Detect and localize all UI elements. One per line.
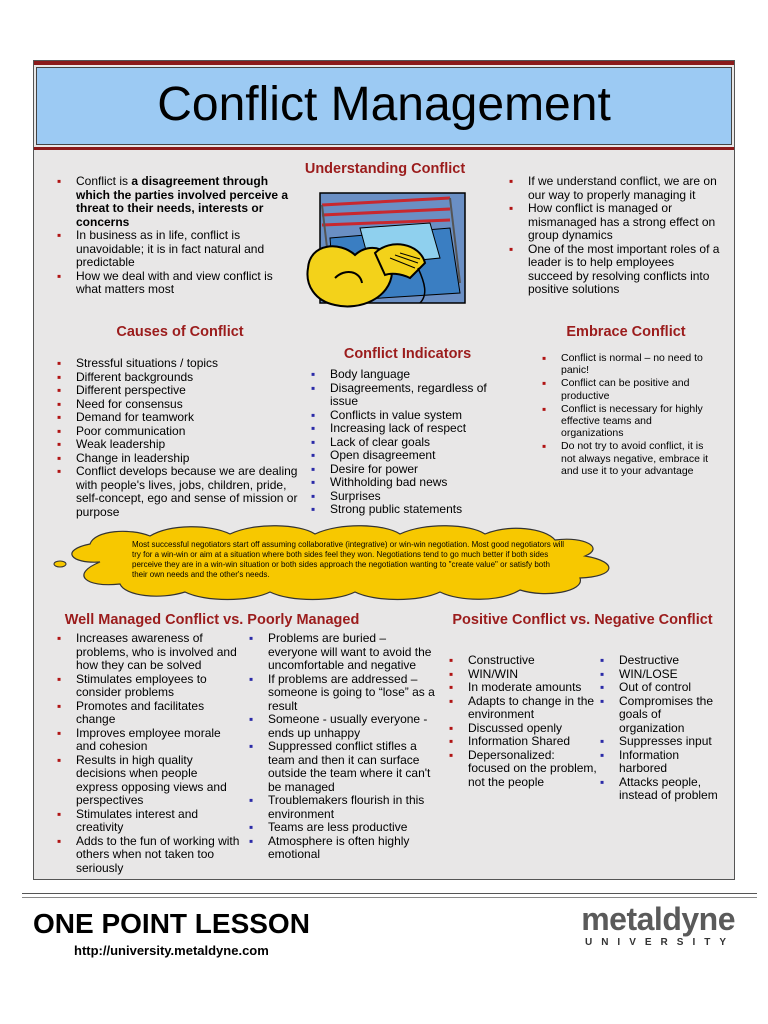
poorly-managed-item: ▪ Troublemakers flourish in this environment [247,794,437,821]
negative-item: ▪ Information harbored [598,749,728,776]
negative-item: ▪ Compromises the goals of organization [598,695,728,736]
understanding-heading: Understanding Conflict [304,161,466,177]
embrace-heading: Embrace Conflict [566,324,686,340]
poorly-managed-item: ▪ Problems are buried – everyone will want to avoid the uncomfortable and negative [247,632,437,673]
positive-item: ▪ WIN/WIN [447,668,597,682]
indicator-item: ▪ Disagreements, regardless of issue [309,382,500,409]
embrace-section [540,324,712,478]
positive-negative-heading-wrap [440,612,725,628]
cause-item: ▪ Stressful situations / topics [55,357,305,371]
cause-item: ▪ Demand for teamwork [55,411,305,425]
understanding-right [507,175,722,297]
positive-item: ▪ Information Shared [447,735,597,749]
positive-column [447,654,597,789]
boxing-gloves-illustration [300,183,468,323]
indicator-item: ▪ Conflicts in value system [309,409,500,423]
managed-heading: Well Managed Conflict vs. Poorly Managed [64,612,360,628]
understanding-item-prefix: Conflict is [76,174,132,188]
well-managed-item: ▪ Results in high quality decisions when people express opposing views and perspectives [55,754,240,808]
embrace-item: ▪ Conflict can be positive and productive [540,377,712,401]
positive-item: ▪ In moderate amounts [447,681,597,695]
indicator-item: ▪ Surprises [309,490,500,504]
positive-item: ▪ Depersonalized: focused on the problem, not the people [447,749,597,790]
negative-item: ▪ WIN/LOSE [598,668,728,682]
understanding-item: ▪ If we understand conflict, we are on our way to properly managing it [507,175,722,202]
cause-item: ▪ Change in leadership [55,452,305,466]
indicator-item: ▪ Strong public statements [309,503,500,517]
indicator-item: ▪ Body language [309,368,500,382]
embrace-item: ▪ Do not try to avoid conflict, it is not always negative, embrace it and use it to your advantage [540,440,712,477]
indicator-item: ▪ Open disagreement [309,449,500,463]
logo-wordmark: metaldyne [581,901,735,937]
cause-item: ▪ Conflict develops because we are dealing with people's lives, jobs, children, pride, self-concept, ego and sense of mission or purpose [55,465,305,519]
poorly-managed-item: ▪ Teams are less productive [247,821,437,835]
well-managed-item: ▪ Improves employee morale and cohesion [55,727,240,754]
positive-item: ▪ Adapts to change in the environment [447,695,597,722]
negotiation-text: Most successful negotiators start off assuming collaborative (integrative) or win-win negotiation. Most good negotiators will try for a win-win or aim at a situation where both sides feel they won. Negotiations tend to go much better if both sides perceive they are in a win-win situation or both sides approach the negotiation wanting to "create value" or satisfy both their own needs and the other's needs. [132,540,565,579]
negative-column [598,654,728,803]
understanding-item: ▪ In business as in life, conflict is unavoidable; it is in fact natural and predictable [55,229,290,270]
footer-rule-secondary [22,897,757,898]
understanding-item [55,175,290,229]
title-banner [36,67,732,145]
positive-item: ▪ Constructive [447,654,597,668]
indicator-item: ▪ Desire for power [309,463,500,477]
cause-item: ▪ Poor communication [55,425,305,439]
poorly-managed-item: ▪ If problems are addressed – someone is going to “lose” as a result [247,673,437,714]
well-managed-item: ▪ Adds to the fun of working with others when not taken too seriously [55,835,240,876]
cause-item: ▪ Different perspective [55,384,305,398]
understanding-item: ▪ How conflict is managed or mismanaged has a strong effect on group dynamics [507,202,722,243]
negative-item: ▪ Out of control [598,681,728,695]
top-rule [34,61,734,65]
negative-item: ▪ Destructive [598,654,728,668]
embrace-item: ▪ Conflict is necessary for highly effective teams and organizations [540,403,712,440]
well-managed-item: ▪ Stimulates employees to consider problems [55,673,240,700]
cause-item: ▪ Different backgrounds [55,371,305,385]
footer-rule [22,893,757,894]
well-managed-item: ▪ Stimulates interest and creativity [55,808,240,835]
negative-item: ▪ Suppresses input [598,735,728,749]
poorly-managed-item: ▪ Atmosphere is often highly emotional [247,835,437,862]
indicator-item: ▪ Increasing lack of respect [309,422,500,436]
title-rule [34,147,734,150]
logo-subtitle: UNIVERSITY [584,937,735,948]
indicator-item: ▪ Withholding bad news [309,476,500,490]
understanding-item: ▪ How we deal with and view conflict is what matters most [55,270,290,297]
page-title: Conflict Management [157,78,611,131]
managed-heading-wrap [52,612,372,628]
well-managed-item: ▪ Increases awareness of problems, who is involved and how they can be solved [55,632,240,673]
university-url-link[interactable]: http://university.metaldyne.com [74,943,269,958]
understanding-definition: a disagreement through which the parties involved perceive a threat to their needs, interests or concerns [76,174,289,229]
metaldyne-logo [565,903,735,949]
indicators-section [315,346,500,517]
negative-item: ▪ Attacks people, instead of problem [598,776,728,803]
indicators-heading: Conflict Indicators [343,346,472,362]
indicator-item: ▪ Lack of clear goals [309,436,500,450]
poorly-managed-column [247,632,437,862]
causes-heading: Causes of Conflict [116,324,244,340]
positive-negative-heading: Positive Conflict vs. Negative Conflict [452,612,713,628]
well-managed-column [55,632,240,875]
cause-item: ▪ Weak leadership [55,438,305,452]
causes-section [55,324,305,519]
embrace-item: ▪ Conflict is normal – no need to panic! [540,352,712,376]
cause-item: ▪ Need for consensus [55,398,305,412]
understanding-item: ▪ One of the most important roles of a leader is to help employees succeed by resolving conflicts into positive solutions [507,243,722,297]
understanding-left [55,175,290,297]
poorly-managed-item: ▪ Someone - usually everyone - ends up unhappy [247,713,437,740]
positive-item: ▪ Discussed openly [447,722,597,736]
understanding-section [290,161,480,177]
well-managed-item: ▪ Promotes and facilitates change [55,700,240,727]
poorly-managed-item: ▪ Suppressed conflict stifles a team and then it can surface outside the team where it can't be managed [247,740,437,794]
one-point-lesson-label: ONE POINT LESSON [33,908,310,939]
